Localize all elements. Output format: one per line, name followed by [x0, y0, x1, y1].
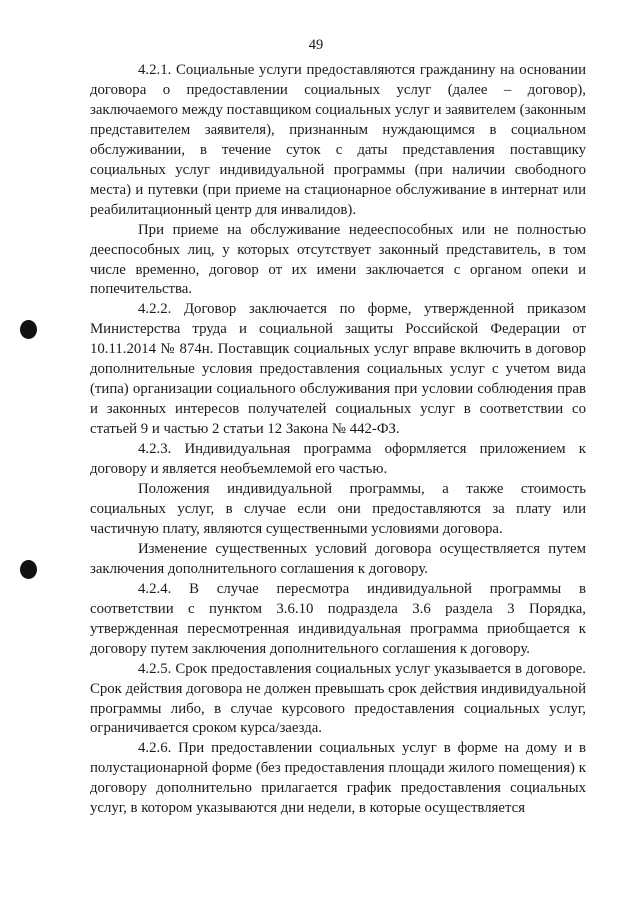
paragraph-program-provisions: Положения индивидуальной программы, а также стоимость социальных услуг, в случае если они предоставляются за плату или частичную плату, являются существенными условиями договора. [90, 481, 586, 537]
paragraph-4-2-6: 4.2.6. При предоставлении социальных услуг в форме на дому и в полустационарной форме (без предоставления площади жилого помещения) к договору дополнительно прилагается график предоставления социальных услуг, в котором указываются дни недели, в которые осуществляется [90, 740, 586, 817]
paragraph-4-2-4: 4.2.4. В случае пересмотра индивидуальной программы в соответствии с пунктом 3.6.10 подраздела 3.6 раздела 3 Порядка, утвержденная пересмотренная индивидуальная программа приобщается к договору путем заключения дополнительного соглашения к договору. [90, 580, 586, 657]
paragraph-4-2-5: 4.2.5. Срок предоставления социальных услуг указывается в договоре. Срок действия договора не должен превышать срок действия индивидуальной программы либо, в случае курсового предоставления социальных услуг, ограничивается сроком курса/заезда. [90, 660, 586, 737]
punch-hole-mark [20, 320, 37, 339]
paragraph-4-2-2: 4.2.2. Договор заключается по форме, утвержденной приказом Министерства труда и социальной защиты Российской Федерации от 10.11.2014 № 874н. Поставщик социальных услуг вправе включить в договор дополнительные условия предоставления социальных услуг с учетом вида (типа) организации социального обслуживания при условии соблюдения прав и законных интересов получателей социальных услуг в соответствии со статьей 9 и частью 2 статьи 12 Закона № 442-ФЗ. [90, 301, 586, 438]
paragraph-4-2-1: 4.2.1. Социальные услуги предоставляются гражданину на основании договора о предоставлении социальных услуг (далее – договор), заключаемого между поставщиком социальных услуг и заявителем (законным представителем заявителя), признанным нуждающимся в социальном обслуживании, в течение суток с даты представления поставщику социальных услуг индивидуальной программы (при наличии свободного места) и путевки (при приеме на стационарное обслуживание в интернат или реабилитационный центр для инвалидов). [90, 62, 586, 218]
paragraph-incapable-persons: При приеме на обслуживание недееспособных или не полностью дееспособных лиц, у которых отсутствует законный представитель, в том числе временно, договор от их имени заключается с органом опеки и попечительства. [90, 221, 586, 298]
paragraph-contract-changes: Изменение существенных условий договора осуществляется путем заключения дополнительного соглашения к договору. [90, 540, 586, 577]
punch-hole-mark [20, 560, 37, 579]
paragraph-4-2-3: 4.2.3. Индивидуальная программа оформляется приложением к договору и является необъемлемой его частью. [90, 441, 586, 478]
body-text [90, 61, 586, 819]
page-number: 49 [308, 37, 324, 53]
